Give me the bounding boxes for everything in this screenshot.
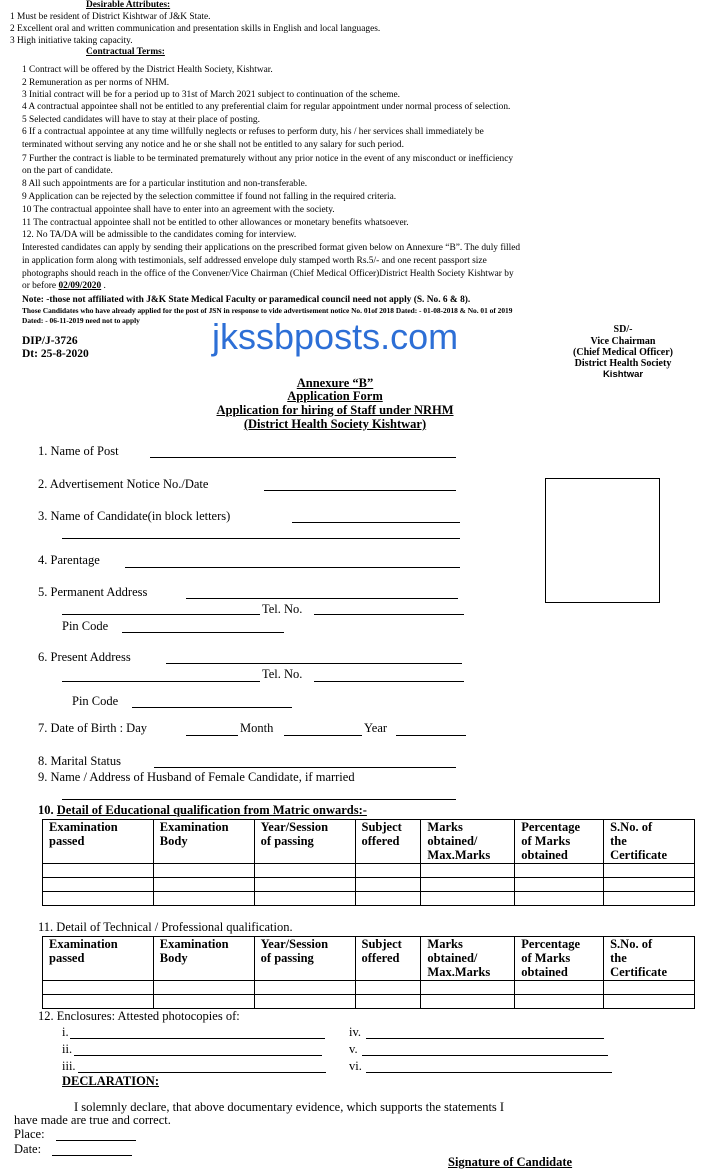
desirable-item: 2 Excellent oral and written communication and presentation skills in English and local languages. — [10, 24, 381, 34]
col-marks: Marks obtained/ Max.Marks — [421, 937, 515, 981]
col-exam-body: Examination Body — [153, 937, 254, 981]
hiring-title: Application for hiring of Staff under NRHM — [216, 403, 454, 417]
term-item: 7 Further the contract is liable to be terminated prematurely without any prior notice in the event of any misconduct or inefficiency — [22, 154, 514, 164]
table-row[interactable] — [43, 892, 695, 906]
signatory-sd: SD/- — [613, 324, 633, 335]
signatory-office: (Chief Medical Officer) — [573, 347, 673, 358]
candidate-name-line[interactable] — [292, 522, 460, 523]
present-address-line[interactable] — [166, 663, 462, 664]
candidate-name-line-2[interactable] — [62, 538, 460, 539]
table-row[interactable] — [43, 878, 695, 892]
enclosure-line[interactable] — [78, 1072, 326, 1073]
interested-line: in application form along with testimonials, self addressed envelope duly stamped worth Rs.5/- and one recent passport size — [22, 256, 487, 266]
field-permanent-address-label: 5. Permanent Address — [38, 585, 148, 599]
society-title: (District Health Society Kishtwar) — [243, 417, 427, 431]
col-year-session: Year/Session of passing — [254, 937, 355, 981]
permanent-pin-label: Pin Code — [62, 619, 109, 633]
present-tel-label: Tel. No. — [262, 667, 303, 681]
enclosure-label: ii. — [62, 1042, 73, 1056]
note-text: Note: -those not affiliated with J&K State Medical Faculty or paramedical council need not apply (S. No. 6 & 8). — [22, 295, 471, 305]
col-exam-passed: Examination passed — [43, 820, 154, 864]
photo-box[interactable] — [545, 478, 660, 603]
col-percentage: Percentage of Marks obtained — [515, 820, 604, 864]
dip-date: Dt: 25-8-2020 — [22, 348, 89, 360]
permanent-tel-line[interactable] — [314, 614, 464, 615]
table-row[interactable] — [43, 864, 695, 878]
husband-line[interactable] — [62, 799, 456, 800]
enclosure-line[interactable] — [366, 1038, 604, 1039]
enclosure-label: v. — [349, 1042, 358, 1056]
enclosures-heading: 12. Enclosures: Attested photocopies of: — [38, 1009, 240, 1023]
term-item: 5 Selected candidates will have to stay at their place of posting. — [22, 115, 260, 125]
present-pin-line[interactable] — [132, 707, 292, 708]
small-note-line: Dated: - 06-11-2019 need not to apply — [22, 316, 140, 325]
col-marks: Marks obtained/ Max.Marks — [421, 820, 515, 864]
signatory-society: District Health Society — [574, 358, 672, 369]
enclosure-label: vi. — [349, 1059, 362, 1073]
name-of-post-line[interactable] — [150, 457, 456, 458]
dob-day-line[interactable] — [186, 735, 238, 736]
term-item: 12. No TA/DA will be admissible to the candidates coming for interview. — [22, 230, 297, 240]
watermark: jkssbposts.com — [212, 316, 459, 357]
permanent-tel-label: Tel. No. — [262, 602, 303, 616]
enclosure-label: iv. — [349, 1025, 362, 1039]
table-row[interactable] — [43, 995, 695, 1009]
term-item: 2 Remuneration as per norms of NHM. — [22, 78, 170, 88]
parentage-line[interactable] — [125, 567, 460, 568]
desirable-item: 3 High initiative taking capacity. — [10, 36, 133, 46]
desirable-item: 1 Must be resident of District Kishtwar of J&K State. — [10, 12, 211, 22]
col-exam-body: Examination Body — [153, 820, 254, 864]
term-item: terminated without serving any notice and he or she shall not be entitled to any salary for such period. — [22, 140, 404, 150]
permanent-address-line[interactable] — [186, 598, 458, 599]
declaration-line: I solemnly declare, that above documentary evidence, which supports the statements I — [74, 1100, 505, 1114]
place-label: Place: — [14, 1127, 45, 1141]
field-name-of-post-label: 1. Name of Post — [38, 444, 119, 458]
deadline-date: 02/09/2020 — [58, 281, 102, 291]
field-parentage-label: 4. Parentage — [38, 553, 100, 567]
col-exam-passed: Examination passed — [43, 937, 154, 981]
dob-month-label: Month — [240, 721, 274, 735]
advertisement-line[interactable] — [264, 490, 456, 491]
enclosure-line[interactable] — [70, 1038, 325, 1039]
interested-line: photographs should reach in the office of the Convener/Vice Chairman (Chief Medical Officer)District Health Society Kishtwar by — [22, 269, 514, 279]
date-line[interactable] — [52, 1155, 132, 1156]
term-item: on the part of candidate. — [22, 166, 113, 176]
col-subject: Subject offered — [355, 937, 421, 981]
enclosure-line[interactable] — [366, 1072, 612, 1073]
enclosure-label: i. — [62, 1025, 69, 1039]
field-husband-label: 9. Name / Address of Husband of Female Candidate, if married — [38, 770, 355, 784]
signatory-place: Kishtwar — [602, 369, 644, 380]
technical-table — [42, 936, 695, 1009]
date-label: Date: — [14, 1142, 42, 1156]
table-row[interactable] — [43, 981, 695, 995]
term-item: 1 Contract will be offered by the District Health Society, Kishtwar. — [22, 65, 273, 75]
term-item: 4 A contractual appointee shall not be entitled to any preferential claim for regular appointment under normal process of selection. — [22, 102, 511, 112]
contractual-heading: Contractual Terms: — [86, 47, 165, 57]
col-year-session: Year/Session of passing — [254, 820, 355, 864]
enclosure-label: iii. — [62, 1059, 76, 1073]
term-item: 10 The contractual appointee shall have to enter into an agreement with the society. — [22, 205, 335, 215]
col-percentage: Percentage of Marks obtained — [515, 937, 604, 981]
col-certificate: S.No. of the Certificate — [604, 937, 695, 981]
permanent-pin-line[interactable] — [122, 632, 284, 633]
marital-status-line[interactable] — [154, 767, 456, 768]
dob-year-label: Year — [364, 721, 388, 735]
col-certificate: S.No. of the Certificate — [604, 820, 695, 864]
term-item: 6 If a contractual appointee at any time willfully neglects or refuses to perform duty, his / her services shall immediately be — [22, 127, 484, 137]
present-pin-label: Pin Code — [72, 694, 119, 708]
col-subject: Subject offered — [355, 820, 421, 864]
application-form-title: Application Form — [287, 389, 383, 403]
interested-last-line: or before 02/09/2020 . — [22, 281, 106, 291]
enclosure-line[interactable] — [74, 1055, 322, 1056]
small-note-line: Those Candidates who have already applied for the post of JSN in response to vide advertisement notice No. 01of 2018 Dated: - 01-08-2018 & No. 01 of 2019 — [22, 306, 513, 315]
field-candidate-name-label: 3. Name of Candidate(in block letters) — [38, 509, 231, 523]
term-item: 3 Initial contract will be for a period up to 31st of March 2021 subject to continuation of the scheme. — [22, 90, 401, 100]
signatory-title: Vice Chairman — [590, 336, 656, 347]
dob-month-line[interactable] — [284, 735, 362, 736]
enclosure-line[interactable] — [362, 1055, 608, 1056]
term-item: 8 All such appointments are for a particular institution and non-transferable. — [22, 179, 308, 189]
technical-heading: 11. Detail of Technical / Professional qualification. — [38, 920, 293, 934]
education-heading: 10. Detail of Educational qualification from Matric onwards:- — [38, 803, 367, 817]
field-marital-status-label: 8. Marital Status — [38, 754, 121, 768]
present-tel-line[interactable] — [314, 681, 464, 682]
interested-line: Interested candidates can apply by sending their applications on the prescribed format given below on Annexure “B”. The duly filled — [22, 243, 521, 253]
desirable-heading: Desirable Attributes: — [86, 0, 171, 10]
annexure-title: Annexure “B” — [296, 376, 374, 390]
field-present-address-label: 6. Present Address — [38, 650, 131, 664]
signature-label: Signature of Candidate — [448, 1155, 573, 1169]
field-advertisement-label: 2. Advertisement Notice No./Date — [38, 477, 209, 491]
declaration-line: have made are true and correct. — [14, 1113, 171, 1127]
term-item: 11 The contractual appointee shall not be entitled to other allowances or monetary benefits whatsoever. — [22, 218, 409, 228]
field-dob-day-label: 7. Date of Birth : Day — [38, 721, 148, 735]
dip-number: DIP/J-3726 — [22, 335, 78, 347]
education-table — [42, 819, 695, 906]
declaration-heading: DECLARATION: — [62, 1074, 159, 1088]
permanent-address-line-2[interactable] — [62, 614, 260, 615]
present-address-line-2[interactable] — [62, 681, 260, 682]
place-line[interactable] — [56, 1140, 136, 1141]
term-item: 9 Application can be rejected by the selection committee if found not falling in the required criteria. — [22, 192, 397, 202]
dob-year-line[interactable] — [396, 735, 466, 736]
